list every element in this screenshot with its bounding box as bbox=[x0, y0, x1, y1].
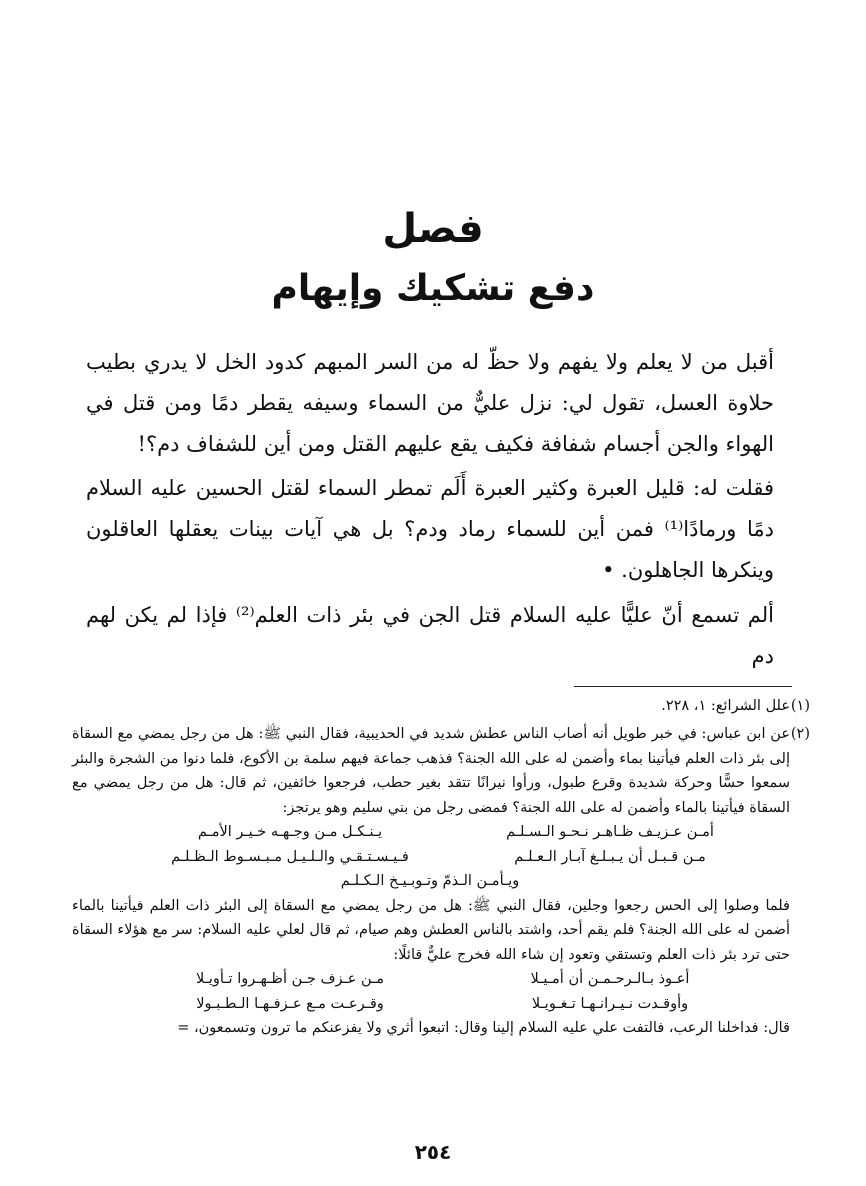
paragraph-3 bbox=[86, 595, 774, 677]
hemistich: وقـرعـت مـع عـزفـهـا الـطـبـولا bbox=[196, 995, 384, 1012]
footnote-2 bbox=[72, 722, 810, 1041]
footnote-middle: فلما وصلوا إلى الحس رجعوا وجلين، فقال النبي ﷺ: هل من رجل يمضي مع السقاة إلى البئر ذات العلم فيأتينا بالماء أضمن له على الله الجنة؟ فلم يقم أحد، واشتد بالناس العطش وهم صيام، ثم قال لعلي عليه السلام: سر مع هؤلاء السقاة حتى ترد بئر ذات العلم وتستقي وتعود إن شاء الله فخرج عليٌّ قائلًا: bbox=[72, 897, 790, 963]
hemistich: ويـأمـن الـذمّ وتـوبـيـخ الـكـلـم bbox=[340, 873, 520, 889]
chapter-subtitle: دفع تشكيك وإيهام bbox=[271, 268, 595, 309]
verse-line bbox=[72, 967, 740, 992]
hemistich: وأوقـدت نـيـرانـهـا تـغـويـلا bbox=[531, 995, 689, 1012]
hemistich: أمـن عـزيـف ظـاهـر نـحـو الـسـلـم bbox=[506, 824, 714, 840]
footnote-text: علل الشرائع: ١، ٢٢٨. bbox=[661, 698, 790, 714]
footnote-closing: قال: فداخلنا الرعب، فالتفت علي عليه السلام إلينا وقال: اتبعوا أثري ولا يفزعنكم ما ترون وتسمعون، = bbox=[177, 1020, 790, 1036]
verse-line bbox=[72, 992, 740, 1017]
verse-line bbox=[72, 820, 740, 845]
verse-line bbox=[72, 845, 740, 870]
paragraph-text: فقلت له: قليل العبرة وكثير العبرة أَلَم تمطر السماء لقتل الحسين عليه السلام دمًا ورمادًا⁽¹⁾ فمن أين للسماء رماد ودم؟ بل هي آيات بينات يعقلها العاقلون وينكرها الجاهلون. • bbox=[86, 476, 774, 582]
paragraph-1 bbox=[86, 342, 774, 465]
footnote-divider bbox=[574, 686, 792, 687]
paragraph-text: ألم تسمع أنّ عليًّا عليه السلام قتل الجن في بئر ذات العلم⁽²⁾ فإذا لم يكن لهم دم bbox=[86, 603, 774, 668]
footnote-number: (٢) bbox=[790, 726, 810, 742]
footnote-intro: عن ابن عباس: في خبر طويل أنه أصاب الناس عطش شديد في الحديبية، فقال النبي ﷺ: هل من رجل يمضي مع السقاة إلى بئر ذات العلم فيأتينا بماء وأضمن له على الله الجنة؟ فذهب جماعة فيهم سلمة بن الأكوع، فلما دنوا من الشجرة والبئر سمعوا حسًّا وحركة شديدة وقرع طبول، ورأوا نيرانًا تتقد بغير حطب، فرجعوا خائفين، ثم قال: هل من رجل يمضي مع السقاة فيأتينا بالماء وأضمن له على الله الجنة؟ فمضى رجل من بني سليم وهو يرتجز: bbox=[72, 726, 790, 816]
hemistich: يـنـكـل مـن وجـهـه خـيـر الأمـم bbox=[197, 824, 383, 840]
verse-line bbox=[72, 869, 740, 894]
paragraph-text: أقبل من لا يعلم ولا يفهم ولا حظّ له من السر المبهم كدود الخل لا يدري بطيب حلاوة العسل، تقول لي: نزل عليٌّ من السماء وسيفه يقطر دمًا ومن قتل في الهواء والجن أجسام شفافة فكيف يقع عليهم القتل ومن أين للشفاف دم؟! bbox=[86, 350, 774, 456]
chapter-title: فصل bbox=[382, 206, 484, 252]
hemistich: فـيـسـتـقـي والـلـيـل مـبـسـوط الـظـلـم bbox=[171, 848, 409, 865]
footnote-number: (١) bbox=[790, 698, 810, 714]
hemistich: أعـوذ بـالـرحـمـن أن أمـيـلا bbox=[530, 971, 690, 987]
paragraph-2 bbox=[86, 468, 774, 591]
hemistich: مـن عـزف جـن أظـهـروا تـأويـلا bbox=[195, 971, 385, 987]
hemistich: مـن قـبـل أن يـبـلـغ آبـار الـعـلـم bbox=[514, 848, 706, 865]
footnote-1 bbox=[72, 694, 810, 719]
page-number: ٢٥٤ bbox=[414, 1140, 452, 1164]
